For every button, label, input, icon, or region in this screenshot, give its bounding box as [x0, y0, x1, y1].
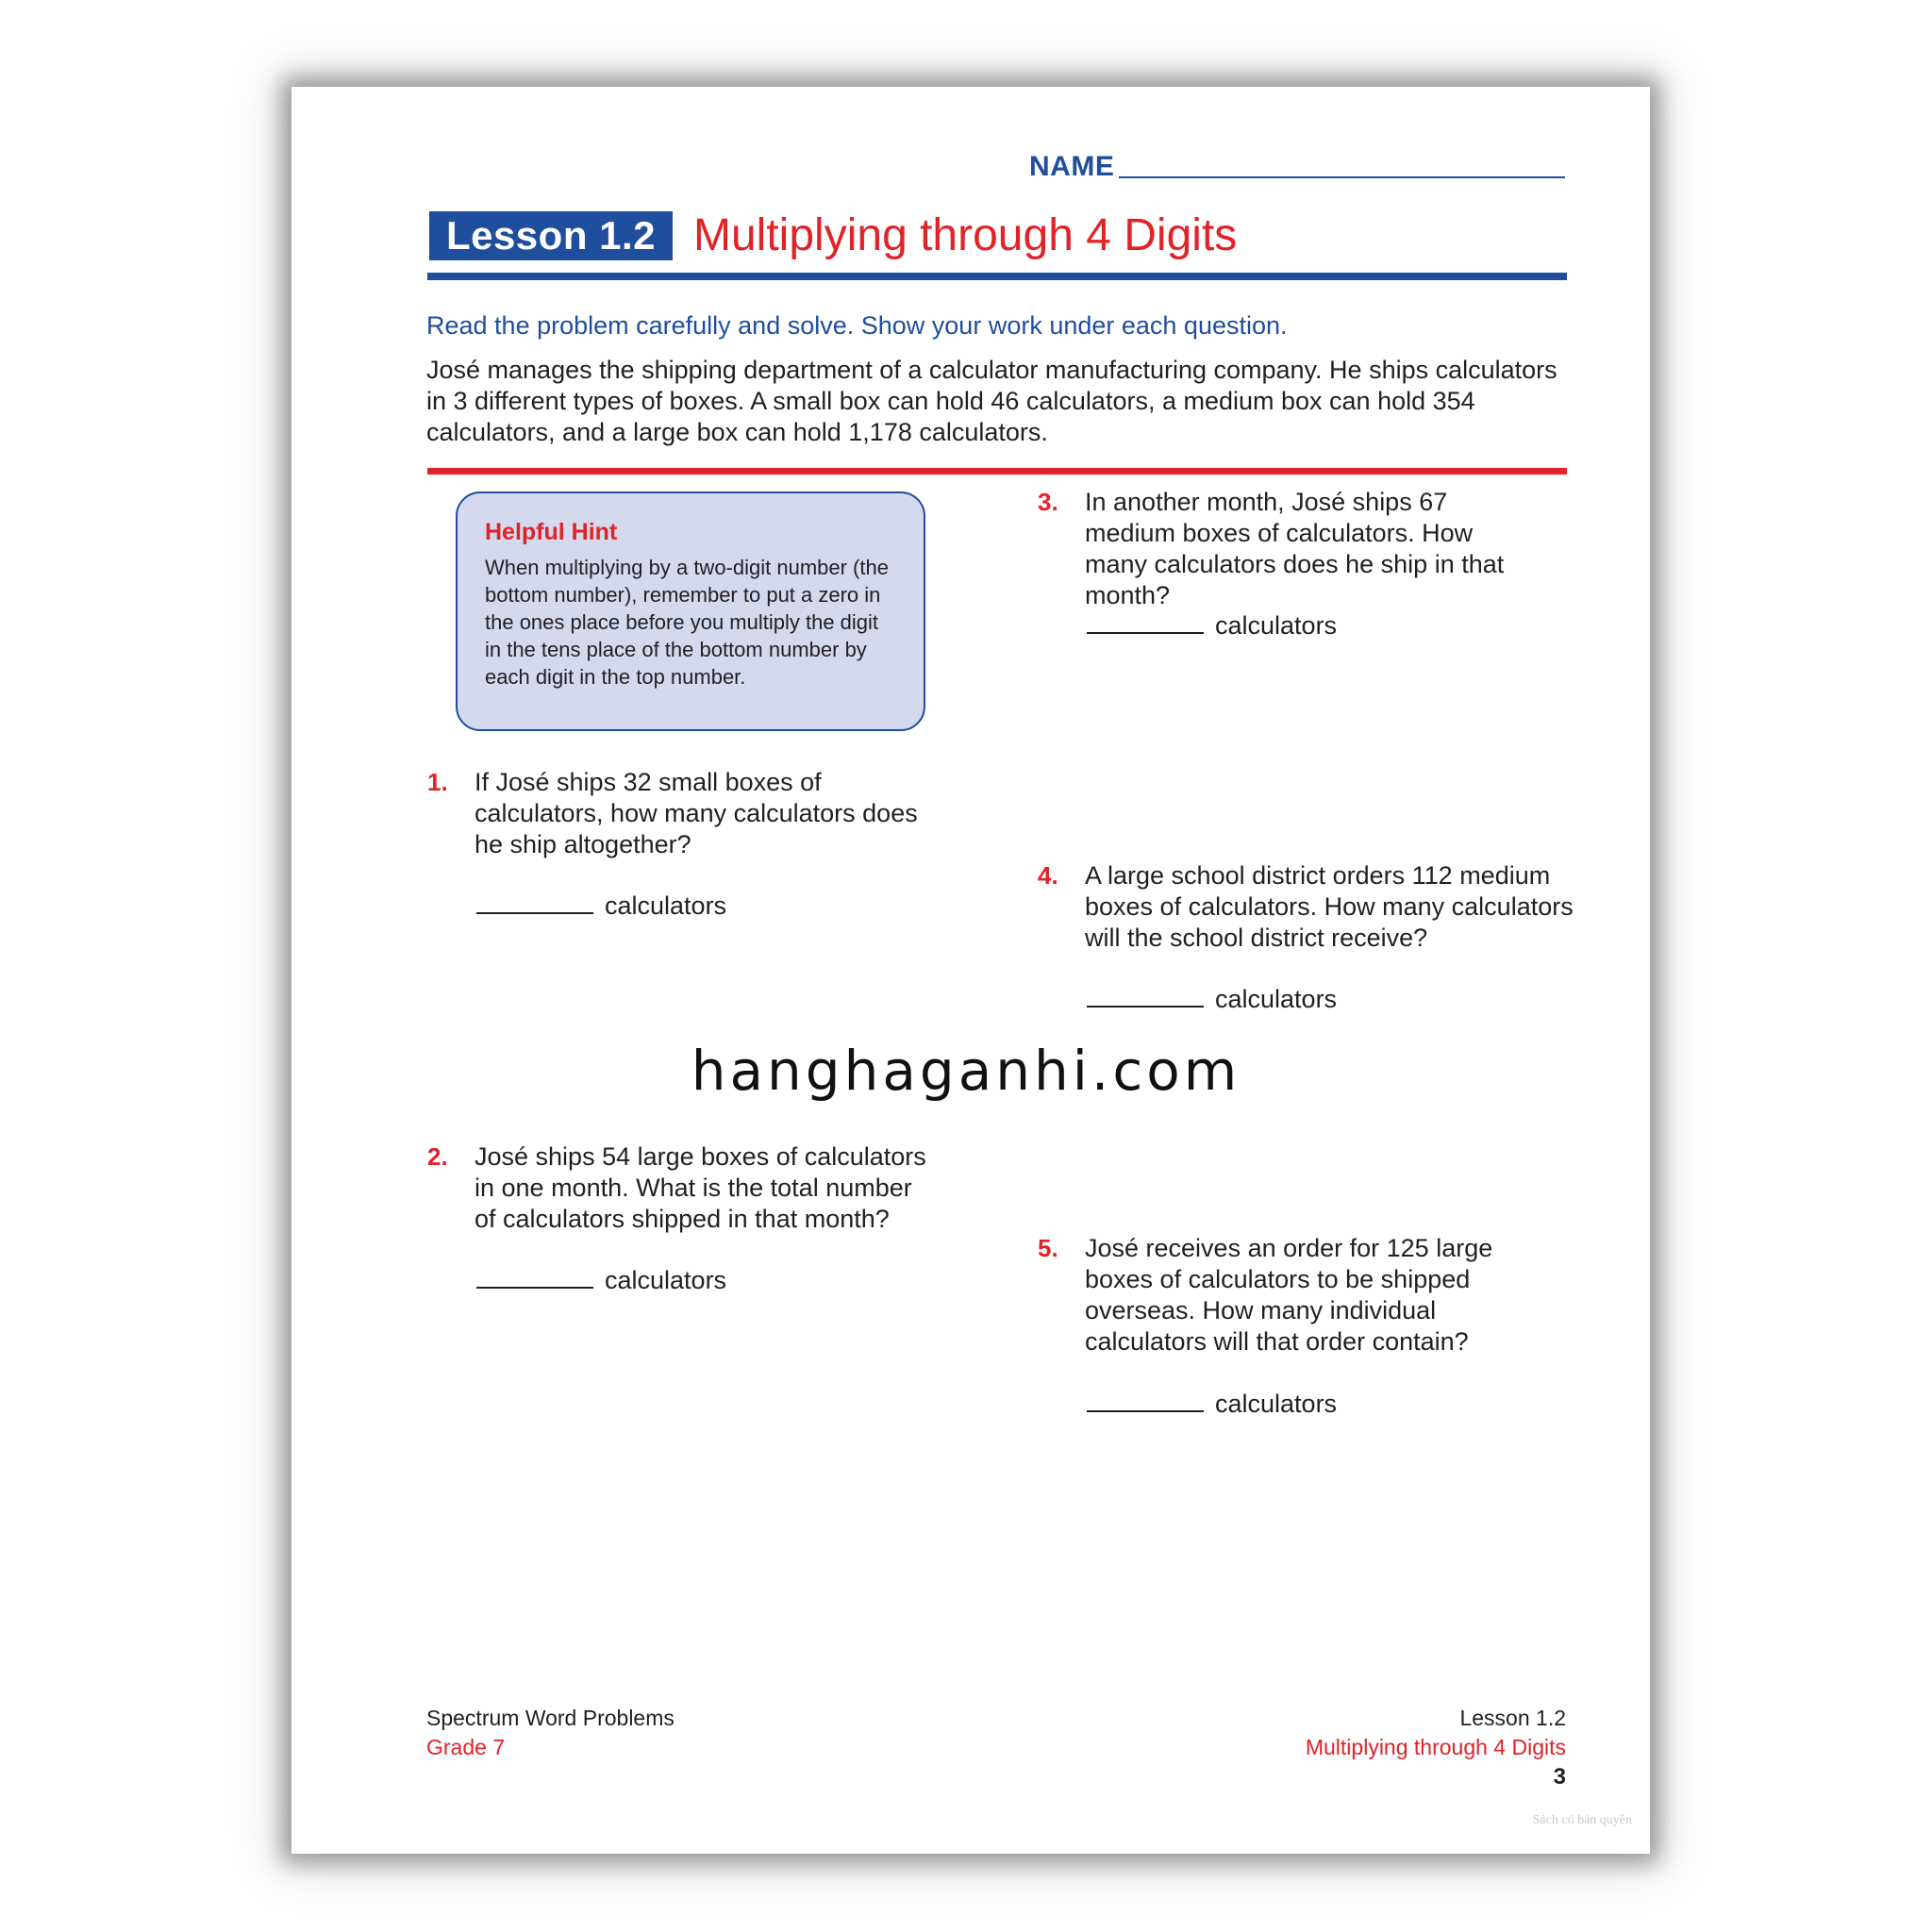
answer-unit: calculators — [1215, 985, 1338, 1013]
header-divider — [427, 273, 1567, 280]
answer-1 — [476, 891, 726, 922]
name-label: NAME — [1029, 151, 1115, 182]
intro-paragraph: José manages the shipping department of a calculator manufacturing company. He ships calculators in 3 different types of boxes. A small box can hold 46 calculators, a medium box can hold 354 calculators, and a large box can hold 1,178 calculators. — [426, 356, 1557, 446]
worksheet-page — [291, 87, 1650, 1854]
instructions: Read the problem carefully and solve. Show your work under each question. — [426, 311, 1288, 340]
question-3 — [1038, 487, 1538, 611]
footer-right — [1306, 1704, 1566, 1791]
question-number: 4. — [1038, 861, 1058, 890]
helpful-hint-box — [456, 491, 925, 731]
question-text: If José ships 32 small boxes of calculators, how many calculators does he ship altogether? — [475, 768, 918, 858]
lesson-badge: Lesson 1.2 — [429, 211, 673, 260]
name-write-line[interactable] — [1119, 176, 1565, 178]
page-number: 3 — [1553, 1764, 1566, 1790]
answer-blank[interactable] — [476, 1287, 593, 1289]
question-text: José ships 54 large boxes of calculators in one month. What is the total number of calculators shipped in that month? — [475, 1142, 926, 1233]
question-number: 1. — [427, 768, 448, 796]
question-number: 5. — [1038, 1234, 1058, 1262]
question-number: 3. — [1038, 488, 1058, 516]
lesson-title: Multiplying through 4 Digits — [693, 210, 1238, 260]
footer-lesson: Lesson 1.2 — [1459, 1706, 1566, 1730]
answer-4 — [1087, 984, 1337, 1015]
answer-blank[interactable] — [1087, 1006, 1204, 1008]
section-divider — [427, 468, 1567, 475]
footer-lesson-title: Multiplying through 4 Digits — [1305, 1735, 1566, 1759]
watermark-text: hanghaganhi.com — [691, 1039, 1241, 1103]
footer-book-title: Spectrum Word Problems — [426, 1706, 675, 1730]
copyright-note: Sách có bản quyền — [1532, 1813, 1632, 1827]
question-text: A large school district orders 112 medium boxes of calculators. How many calculators will the school district receive? — [1085, 861, 1574, 952]
question-text: In another month, José ships 67 medium boxes of calculators. How many calculators does he ship in that month? — [1085, 488, 1505, 609]
hint-title: Helpful Hint — [485, 519, 618, 545]
question-4 — [1038, 860, 1585, 954]
answer-2 — [476, 1265, 726, 1296]
question-2 — [427, 1141, 927, 1235]
answer-blank[interactable] — [1087, 632, 1204, 634]
hint-text: When multiplying by a two-digit number (the bottom number), remember to put a zero in the ones place before you multiply the digit in the tens place of the bottom number by each digit in the top number. — [485, 556, 889, 689]
footer-grade: Grade 7 — [426, 1735, 506, 1759]
question-1 — [427, 767, 927, 860]
footer-left — [426, 1704, 675, 1762]
answer-blank[interactable] — [1087, 1410, 1204, 1412]
answer-unit: calculators — [605, 1266, 727, 1294]
answer-5 — [1087, 1389, 1337, 1420]
answer-blank[interactable] — [476, 912, 593, 914]
answer-3 — [1087, 610, 1337, 641]
question-number: 2. — [427, 1142, 448, 1171]
answer-unit: calculators — [1215, 1390, 1338, 1418]
answer-unit: calculators — [1215, 611, 1338, 640]
question-5 — [1038, 1233, 1509, 1357]
question-text: José receives an order for 125 large boxes of calculators to be shipped overseas. How many individual calculators will that order contain? — [1085, 1234, 1493, 1356]
answer-unit: calculators — [605, 891, 727, 920]
